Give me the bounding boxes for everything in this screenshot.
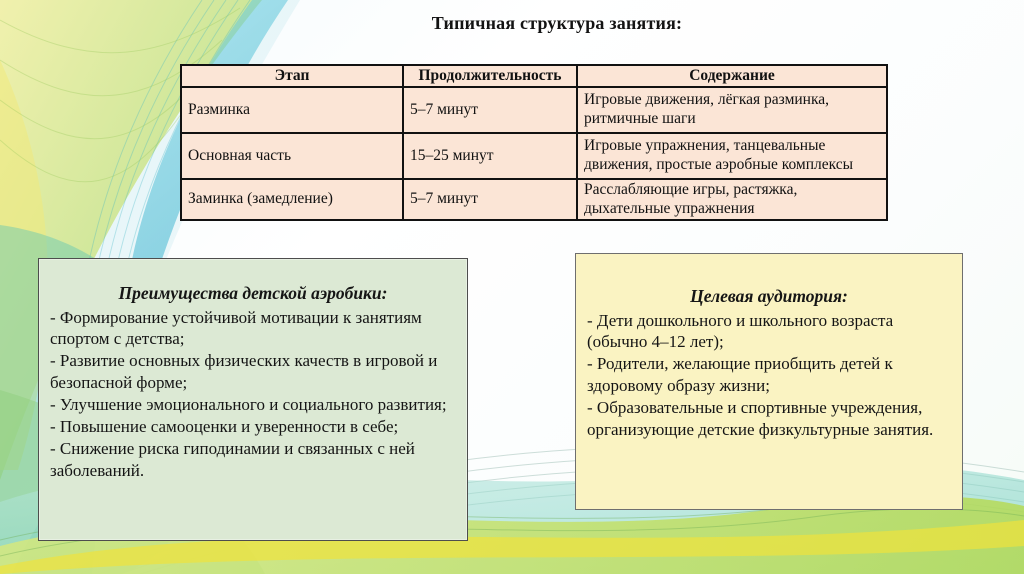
duration-cell: 5–7 минут (403, 179, 577, 220)
duration-cell: 5–7 минут (403, 87, 577, 133)
table-row (181, 179, 887, 220)
list-item: - Снижение риска гиподинамии и связанных с ней заболеваний. (50, 439, 415, 481)
advantages-box-title: Преимущества детской аэробики: (118, 283, 388, 303)
list-item: - Развитие основных физических качеств в игровой и безопасной форме; (50, 351, 438, 393)
lesson-structure-table (180, 64, 888, 221)
table-row (181, 133, 887, 179)
list-item: - Повышение самооценки и уверенности в себе; (50, 417, 399, 437)
stage-cell: Разминка (181, 87, 403, 133)
advantages-box (38, 258, 468, 541)
table-header-row (181, 65, 887, 87)
header-stage: Этап (181, 65, 403, 87)
table-row (181, 87, 887, 133)
list-item: - Родители, желающие приобщить детей к здоровому образу жизни; (587, 354, 893, 396)
list-item: - Образовательные и спортивные учреждения, организующие детские физкультурные занятия. (587, 398, 934, 440)
header-duration: Продолжительность (403, 65, 577, 87)
duration-cell: 15–25 минут (403, 133, 577, 179)
content-cell: Игровые упражнения, танцевальные движения, простые аэробные комплексы (577, 133, 887, 179)
list-item: - Дети дошкольного и школьного возраста (обычно 4–12 лет); (587, 310, 894, 352)
audience-box (575, 253, 963, 510)
stage-cell: Заминка (замедление) (181, 179, 403, 220)
header-content: Содержание (577, 65, 887, 87)
stage-cell: Основная часть (181, 133, 403, 179)
list-item: - Формирование устойчивой мотивации к занятиям спортом с детства; (50, 307, 422, 349)
audience-box-title: Целевая аудитория: (690, 286, 848, 306)
content-cell: Игровые движения, лёгкая разминка, ритмичные шаги (577, 87, 887, 133)
list-item: - Улучшение эмоционального и социального развития; (50, 395, 447, 415)
content-cell: Расслабляющие игры, растяжка, дыхательные упражнения (577, 179, 887, 220)
slide-title: Типичная структура занятия: (431, 13, 683, 33)
